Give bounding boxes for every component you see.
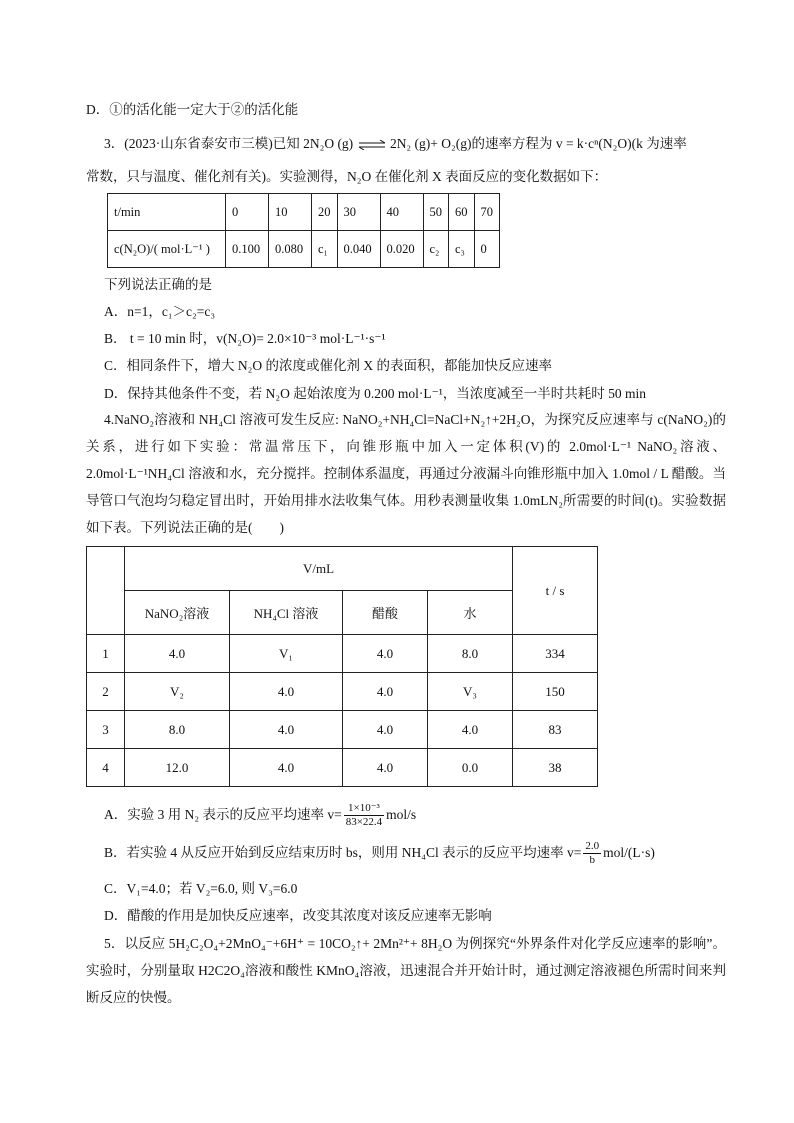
q4-option-b bbox=[104, 838, 655, 868]
table-cell: 2 bbox=[87, 673, 125, 711]
fraction-numerator: 2.0 bbox=[585, 840, 600, 853]
table-cell: 4.0 bbox=[230, 711, 343, 749]
table-cell: 40 bbox=[380, 194, 423, 231]
table-cell: 334 bbox=[513, 635, 598, 673]
q4-data-table bbox=[86, 546, 598, 787]
table-cell bbox=[87, 547, 125, 635]
q4-option-b-unit: mol/(L·s) bbox=[603, 845, 655, 860]
q4-option-c: C．V₁=4.0；若 V₂=6.0, 则 V₃=6.0 bbox=[104, 881, 298, 896]
table-cell: c₃ bbox=[449, 231, 475, 268]
q3-data-table bbox=[107, 193, 500, 268]
table-col-header: NaNO₂溶液 bbox=[125, 591, 230, 635]
table-row bbox=[108, 194, 500, 231]
table-cell: 3 bbox=[87, 711, 125, 749]
table-cell: V₁ bbox=[230, 635, 343, 673]
table-cell: 0.100 bbox=[226, 231, 269, 268]
table-cell: 4.0 bbox=[125, 635, 230, 673]
table-cell: 8.0 bbox=[428, 635, 513, 673]
q3-option-a: A．n=1，c₁＞c₂=c₃ bbox=[104, 304, 216, 319]
table-row bbox=[87, 711, 598, 749]
table-row bbox=[108, 231, 500, 268]
table-col-header: NH₄Cl 溶液 bbox=[230, 591, 343, 635]
table-cell: 20 bbox=[312, 194, 338, 231]
table-cell: V₃ bbox=[428, 673, 513, 711]
table-cell: c(N₂O)/( mol·L⁻¹ ) bbox=[108, 231, 226, 268]
table-cell: 0 bbox=[226, 194, 269, 231]
q4-stem: 4.NaNO₂溶液和 NH₄Cl 溶液可发生反应: NaNO₂+NH₄Cl=NaCl+N₂↑+2H₂O，为探究反应速率与 c(NaNO₂)的关系，进行如下实验：常温常压下，向锥形瓶中加入一定体积(V)的 2.0mol·L⁻¹ NaNO₂溶液、2.0mol·L⁻¹NH₄Cl 溶液和水，充分搅拌。控制体系温度，再通过分液漏斗向锥形瓶中加入 1.0mol / L 醋酸。当导管口气泡均匀稳定冒出时，开始用排水法收集气体。用秒表测量收集 1.0mLN₂所需要的时间(t)。实验数据如下表。下列说法正确的是( ) bbox=[86, 412, 726, 535]
q4-option-a-unit: mol/s bbox=[386, 807, 417, 822]
fraction-numerator: 1×10⁻³ bbox=[344, 802, 384, 816]
equilibrium-arrow-icon bbox=[357, 140, 387, 150]
table-cell: 4.0 bbox=[428, 711, 513, 749]
table-cell: 60 bbox=[449, 194, 475, 231]
fraction bbox=[583, 840, 601, 867]
table-cell: 4.0 bbox=[343, 711, 428, 749]
table-cell: 12.0 bbox=[125, 749, 230, 787]
table-cell: 150 bbox=[513, 673, 598, 711]
q3-stem-line1 bbox=[104, 134, 687, 154]
table-col-header: 醋酸 bbox=[343, 591, 428, 635]
table-group-header: V/mL bbox=[125, 547, 513, 591]
q3-option-b: B． t = 10 min 时，v(N₂O)= 2.0×10⁻³ mol·L⁻¹·s⁻¹ bbox=[104, 331, 386, 346]
q5-stem: 5．以反应 5H₂C₂O₄+2MnO₄⁻+6H⁺ = 10CO₂↑+ 2Mn²⁺+ 8H₂O 为例探究“外界条件对化学反应速率的影响”。实验时，分别量取 H2C2O₄溶液和酸性 KMnO₄溶液，迅速混合并开始计时，通过测定溶液褪色所需时间来判断反应的快慢。 bbox=[86, 936, 726, 1005]
table-cell: c₁ bbox=[312, 231, 338, 268]
table-cell: 10 bbox=[269, 194, 312, 231]
fraction-denominator: 83×22.4 bbox=[345, 816, 383, 829]
table-cell: 0.020 bbox=[380, 231, 423, 268]
table-cell: 4.0 bbox=[230, 749, 343, 787]
fraction-denominator: b bbox=[589, 854, 595, 867]
table-cell: 30 bbox=[337, 194, 380, 231]
table-cell: V₂ bbox=[125, 673, 230, 711]
q3-prompt: 下列说法正确的是 bbox=[104, 277, 212, 292]
q4-option-a bbox=[104, 800, 416, 830]
table-cell: 83 bbox=[513, 711, 598, 749]
table-cell: c₂ bbox=[423, 231, 449, 268]
table-cell: 50 bbox=[423, 194, 449, 231]
table-cell: 70 bbox=[474, 194, 500, 231]
table-cell: 38 bbox=[513, 749, 598, 787]
table-cell: t/min bbox=[108, 194, 226, 231]
table-cell: 4.0 bbox=[343, 635, 428, 673]
q3-stem-line2: 常数，只与温度、催化剂有关)。实验测得，N₂O 在催化剂 X 表面反应的变化数据如下： bbox=[86, 169, 608, 184]
table-cell: 8.0 bbox=[125, 711, 230, 749]
q3-stem-pre: 3．(2023·山东省泰安市三模)已知 2N₂O (g) bbox=[104, 136, 354, 151]
table-row bbox=[87, 547, 598, 591]
table-cell: 0.040 bbox=[337, 231, 380, 268]
option-d-prev: D．①的活化能一定大于②的活化能 bbox=[86, 102, 299, 117]
q3-stem-post: 2N₂ (g)+ O₂(g)的速率方程为 v = k·cⁿ(N₂O)(k 为速率 bbox=[389, 136, 687, 151]
fraction bbox=[344, 802, 384, 829]
table-cell: 4 bbox=[87, 749, 125, 787]
q3-option-d: D．保持其他条件不变，若 N₂O 起始浓度为 0.200 mol·L⁻¹，当浓度减至一半时共耗时 50 min bbox=[104, 386, 646, 401]
table-col-header: 水 bbox=[428, 591, 513, 635]
table-row bbox=[87, 749, 598, 787]
table-cell: 4.0 bbox=[343, 673, 428, 711]
table-header-t: t / s bbox=[513, 547, 598, 635]
q4-option-a-text: A．实验 3 用 N₂ 表示的反应平均速率 v= bbox=[104, 807, 342, 822]
q4-option-d: D．醋酸的作用是加快反应速率，改变其浓度对该反应速率无影响 bbox=[104, 908, 492, 923]
q4-option-b-text: B．若实验 4 从反应开始到反应结束历时 bs，则用 NH₄Cl 表示的反应平均速率 v= bbox=[104, 845, 582, 860]
table-row bbox=[87, 635, 598, 673]
table-row bbox=[87, 673, 598, 711]
table-cell: 0.080 bbox=[269, 231, 312, 268]
table-cell: 4.0 bbox=[230, 673, 343, 711]
table-cell: 4.0 bbox=[343, 749, 428, 787]
q3-option-c: C．相同条件下，增大 N₂O 的浓度或催化剂 X 的表面积，都能加快反应速率 bbox=[104, 358, 552, 373]
table-cell: 0.0 bbox=[428, 749, 513, 787]
table-cell: 0 bbox=[474, 231, 500, 268]
table-cell: 1 bbox=[87, 635, 125, 673]
